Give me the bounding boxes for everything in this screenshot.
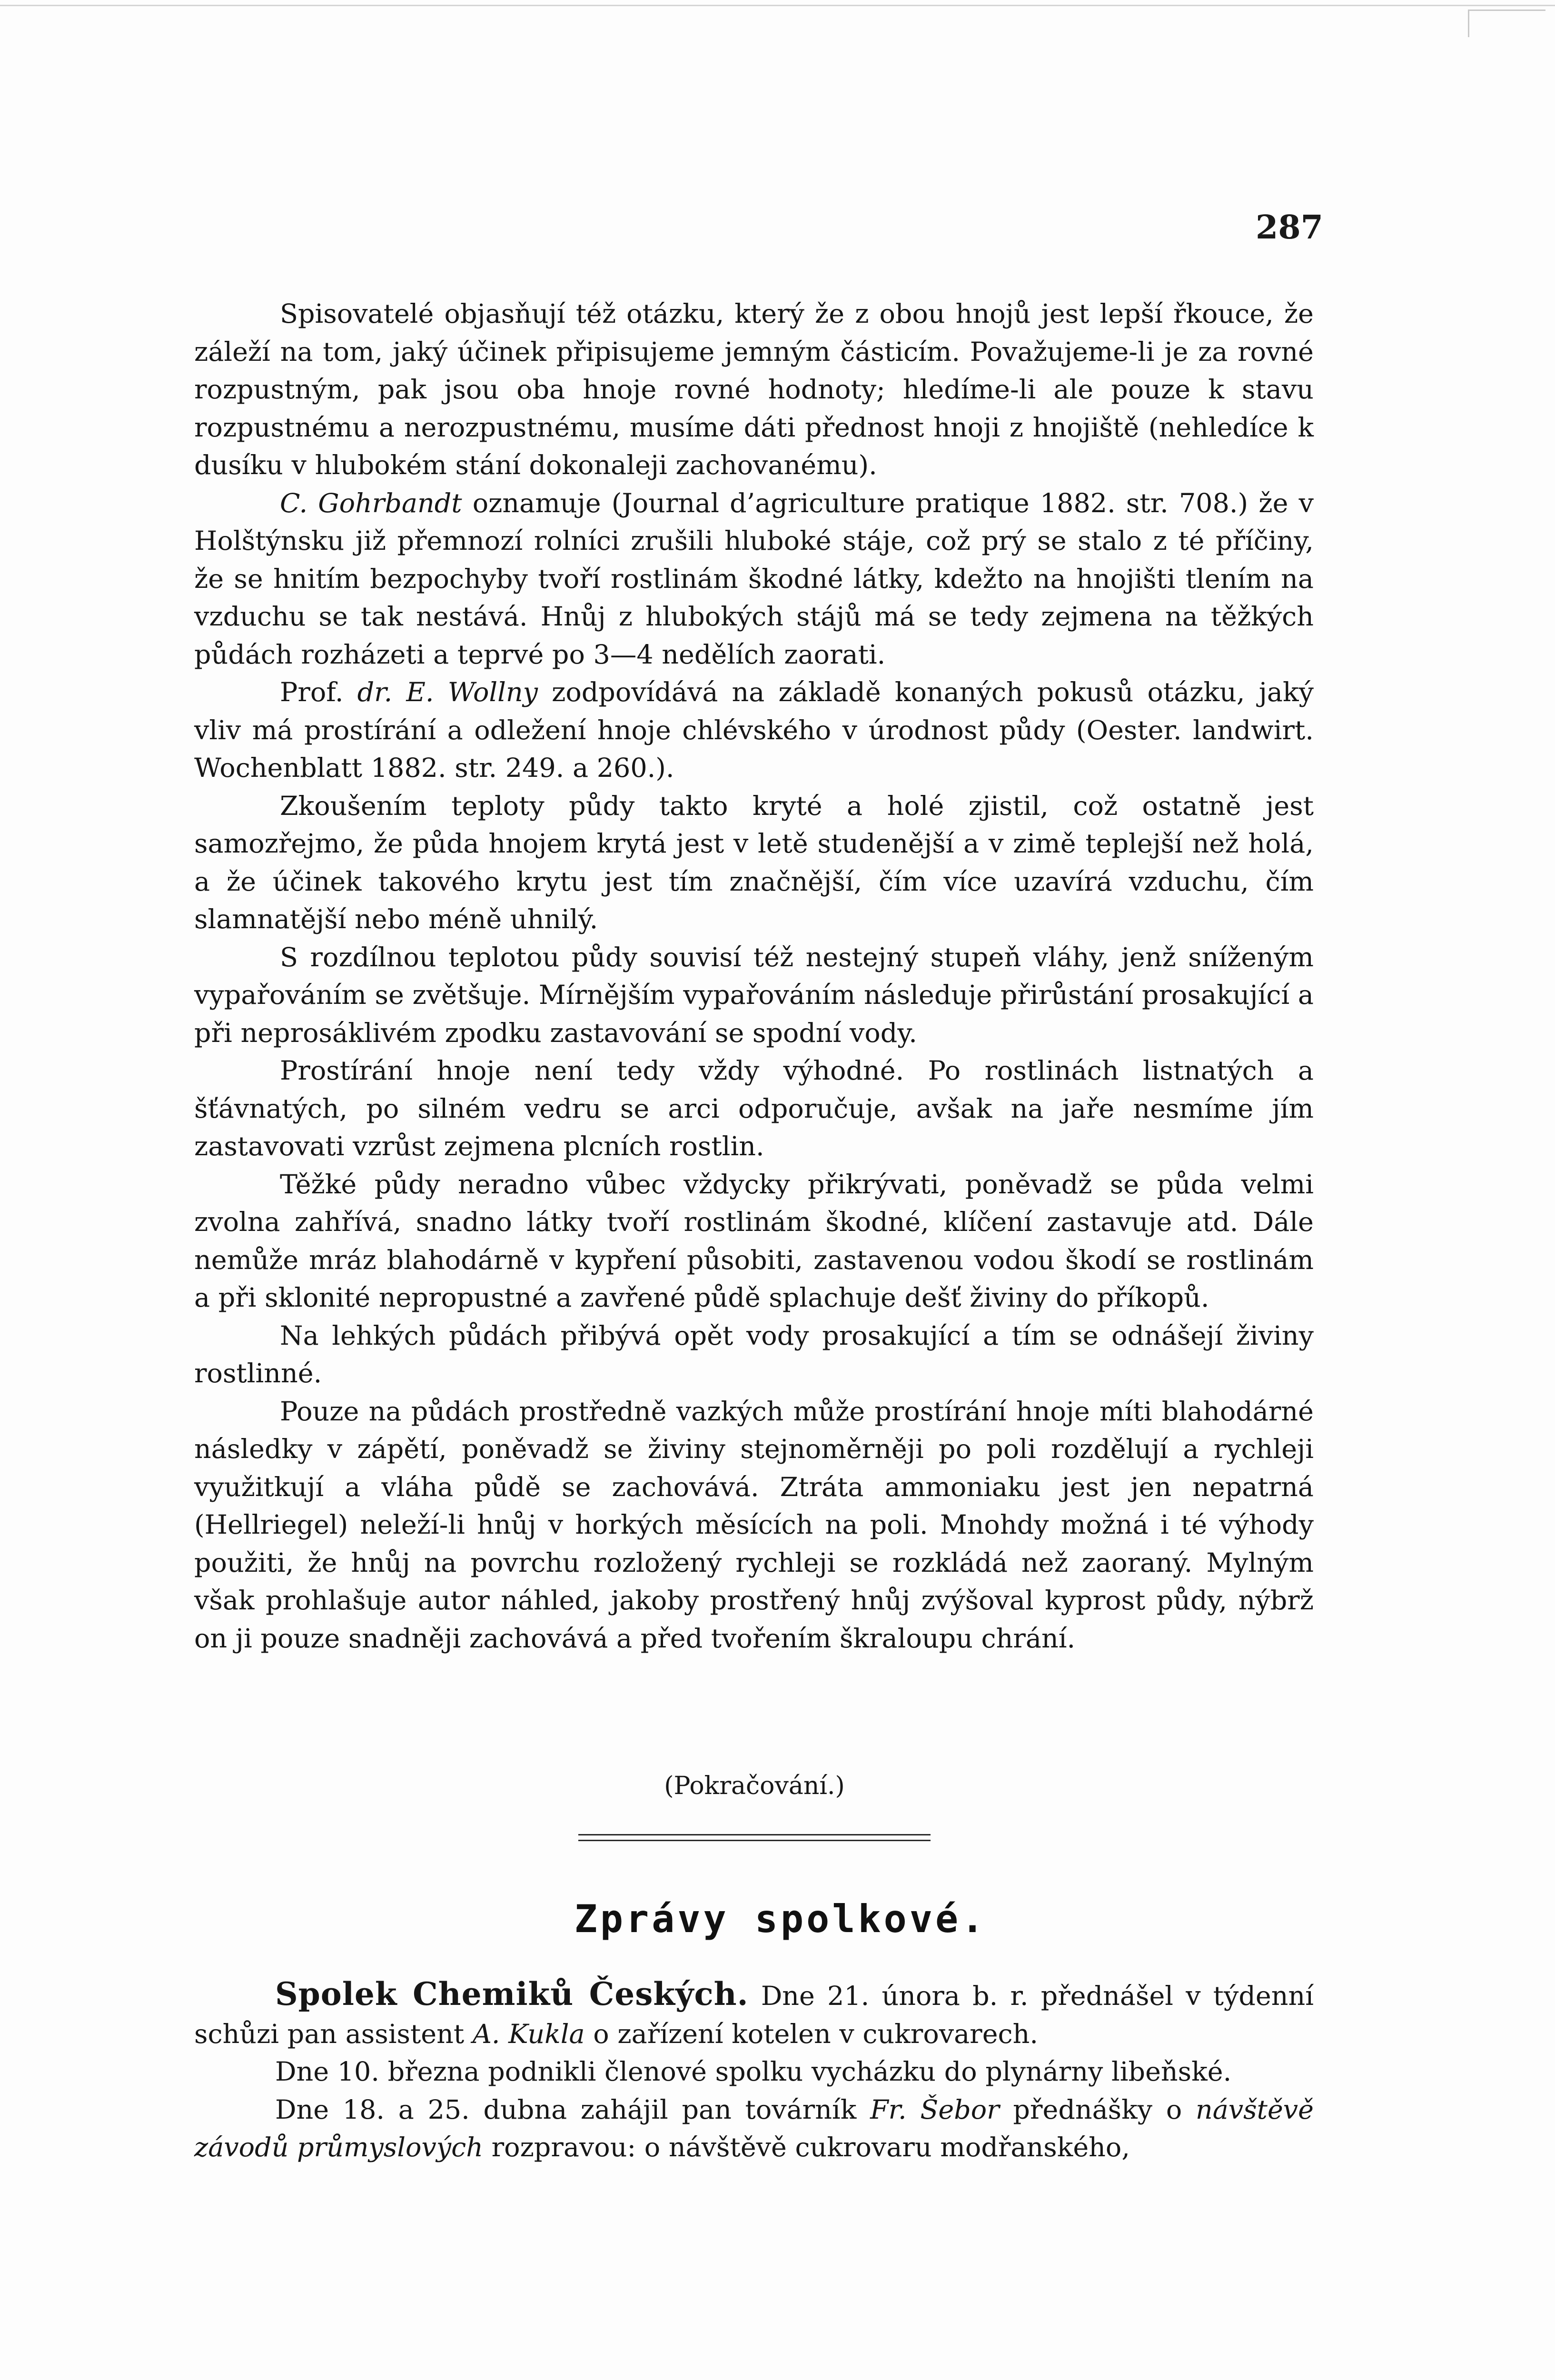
paragraph-text: Na lehkých půdách přibývá opět vody prosakující a tím se odnášejí živiny rostlinné.: [194, 1320, 1314, 1389]
paragraph: [194, 674, 1314, 787]
paragraph-text: Spisovatelé objasňují též otázku, který že z obou hnojů jest lepší řkouce, že záleží na tom, jaký účinek připisujeme jemným částicím. Považujeme-li je za rovné rozpustným, pak jsou oba hnoje rovné hodnoty; hledíme-li ale pouze k stavu rozpustnému a nerozpustnému, musíme dáti přednost hnoji z hnojiště (nehledíce k dusíku v hlubokém stání dokonaleji zachovanému).: [194, 298, 1314, 481]
news-text: rozpravou: o návštěvě cukrovaru modřanského,: [483, 2132, 1130, 2163]
paragraph: [194, 1317, 1314, 1393]
paragraph-text: zodpovídává na základě konaných pokusů otázku, jaký vliv má prostírání a odležení hnoje chlévského v úrodnost půdy (Oester. landwirt. Wochenblatt 1882. str. 249. a 260.).: [194, 677, 1314, 783]
paragraph-text: Prostírání hnoje není tedy vždy výhodné. Po rostlinách listnatých a šťávnatých, po silném vedru se arci odporučuje, avšak na jaře nesmíme jím zastavovati vzrůst zejmena plcních rostlin.: [194, 1055, 1314, 1162]
news-text: Dne 18. a 25. dubna zahájil pan továrník: [275, 2094, 871, 2125]
news-text: o zařízení kotelen v cukrovarech.: [584, 2018, 1039, 2050]
continuation-note: (Pokračování.): [664, 1772, 845, 1800]
paragraph: [194, 485, 1314, 674]
author-title: Prof.: [280, 677, 357, 708]
news-paragraph: [194, 1975, 1314, 2053]
person-name: Fr. Šebor: [870, 2094, 1000, 2125]
news-text: přednášky o: [999, 2094, 1196, 2125]
paragraph: [194, 1052, 1314, 1166]
person-name: A. Kukla: [472, 2018, 585, 2050]
society-name: Spolek Chemiků Českých.: [275, 1975, 749, 2013]
section-heading: Zprávy spolkové.: [574, 1897, 987, 1941]
paragraph-text: S rozdílnou teplotou půdy souvisí též nestejný stupeň vláhy, jenž sníženým vypařováním se zvětšuje. Mírnějším vypařováním následuje přirůstání prosakující a při neprosáklivém zpodku zastavování se spodní vody.: [194, 942, 1314, 1049]
article-body: [194, 295, 1314, 1657]
paragraph: [194, 1393, 1314, 1658]
scan-edge-line: [0, 5, 1555, 6]
lecture-topic: návštěvě závodů průmyslových: [194, 2094, 1314, 2163]
paragraph: [194, 787, 1314, 939]
news-paragraph: [194, 2091, 1314, 2167]
double-rule-separator: [578, 1834, 931, 1835]
society-news: [194, 1975, 1314, 2167]
paragraph-text: oznamuje (Journal d’agriculture pratique 1882. str. 708.) že v Holštýnsku již přemnozí rolníci zrušili hluboké stáje, což prý se stalo z té příčiny, že se hnitím bezpochyby tvoří rostlinám škodné látky, kdežto na hnojišti tlením na vzduchu se tak nestává. Hnůj z hlubokých stájů má se tedy zejmena na těžkých půdách rozházeti a teprvé po 3—4 nedělích zaorati.: [194, 487, 1314, 670]
news-text: Dne 10. března podnikli členové spolku vycházku do plynárny libeňské.: [275, 2056, 1232, 2087]
page-number: 287: [1256, 208, 1323, 247]
paragraph-text: Těžké půdy neradno vůbec vždycky přikrývati, poněvadž se půda velmi zvolna zahřívá, snadno látky tvoří rostlinám škodné, klíčení zastavuje atd. Dále nemůže mráz blahodárně v kypření působiti, zastavenou vodou škodí se rostlinám a při sklonité nepropustné a zavřené půdě splachuje dešť živiny do příkopů.: [194, 1169, 1314, 1313]
paragraph-text: Zkoušením teploty půdy takto kryté a holé zjistil, což ostatně jest samozřejmo, že půda hnojem krytá jest v letě studenější a v zimě teplejší než holá, a že účinek takového krytu jest tím značnější, čím více uzavírá vzduchu, čím slamnatější nebo méně uhnilý.: [194, 790, 1314, 935]
paragraph: [194, 939, 1314, 1052]
scan-corner-mark: [1468, 10, 1545, 37]
news-text: Dne 21. února b. r. přednášel v týdenní schůzi pan assistent: [194, 1981, 1314, 2050]
author-name: dr. E. Wollny: [357, 677, 538, 708]
paragraph-text: Pouze na půdách prostředně vazkých může prostírání hnoje míti blahodárné následky v zápětí, poněvadž se živiny stejnoměrněji po poli rozdělují a rychleji využitkují a vláha půdě se zachovává. Ztráta ammoniaku jest jen nepatrná (Hellriegel) neleží-li hnůj v horkých měsících na poli. Mnohdy možná i té výhody použiti, že hnůj na povrchu rozložený rychleji se rozkládá než zaoraný. Mylným však prohlašuje autor náhled, jakoby prostřený hnůj zvýšoval kyprost půdy, nýbrž on ji pouze snadněji zachovává a před tvořením škraloupu chrání.: [194, 1396, 1314, 1654]
news-paragraph: [194, 2053, 1314, 2091]
paragraph: [194, 295, 1314, 485]
author-name: C. Gohrbandt: [280, 487, 462, 519]
paragraph: [194, 1166, 1314, 1317]
